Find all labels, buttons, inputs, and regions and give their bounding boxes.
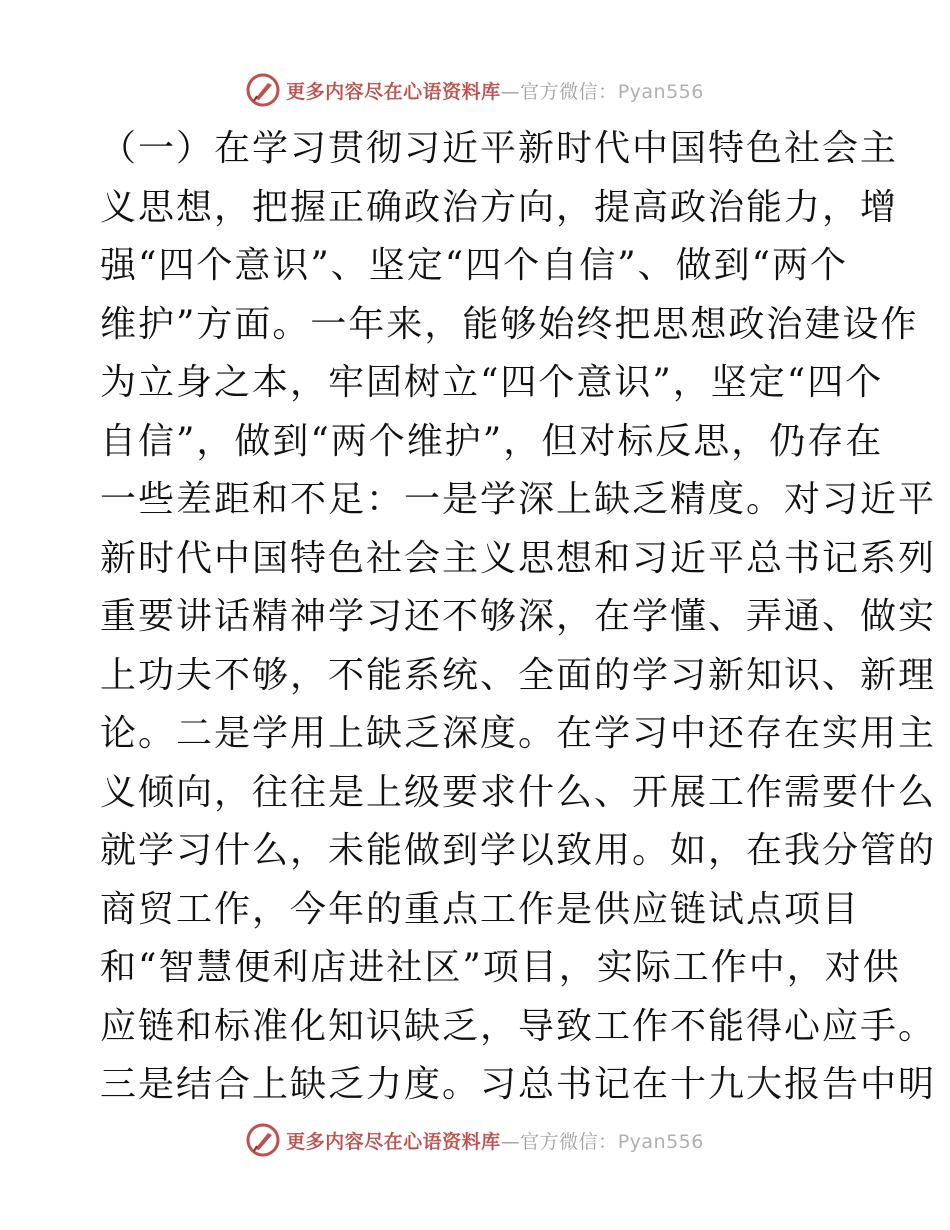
body-text-line: 自信”，做到“两个维护”，但对标反思，仍存在 [100,420,884,462]
red-quill-logo-icon [246,73,280,107]
body-text-line: 和“智慧便利店进社区”项目，实际工作中，对供 [100,947,901,988]
body-text-line: 应链和标准化知识缺乏，导致工作不能得心应手。 [100,1005,937,1047]
document-body [100,120,937,1115]
footer-banner-separator: — [500,1130,521,1153]
header-banner-separator: — [500,80,521,103]
header-banner-account: Pyan556 [617,80,704,103]
body-text-line: 一些差距和不足：一是学深上缺乏精度。对习近平 [100,479,937,520]
footer-banner-title: 更多内容尽在心语资料库 [286,1130,501,1153]
body-text-line: 商贸工作，今年的重点工作是供应链试点项目 [100,888,861,930]
body-text-line: （一）在学习贯彻习近平新时代中国特色社会主 [100,128,899,169]
body-text-line: 论。二是学用上缺乏深度。在学习中还存在实用主 [100,713,937,754]
body-text-line: 为立身之本，牢固树立“四个意识”，坚定“四个 [100,362,884,403]
body-text-line: 上功夫不够，不能系统、全面的学习新知识、新理 [100,654,937,696]
header-banner-title: 更多内容尽在心语资料库 [286,80,501,103]
body-text-line: 新时代中国特色社会主义思想和习近平总书记系列 [100,537,937,579]
header-banner-wechat-label: 官方微信： [520,80,618,103]
body-text-line: 三是结合上缺乏力度。习总书记在十九大报告中明 [100,1064,937,1105]
red-quill-logo-icon [246,1123,280,1157]
body-text-line: 义倾向，往往是上级要求什么、开展工作需要什么 [100,771,937,813]
body-text-line: 义思想，把握正确政治方向，提高政治能力，增 [100,186,899,228]
header-banner-text [286,77,704,104]
footer-banner [0,1120,950,1160]
body-text-line: 重要讲话精神学习还不够深，在学懂、弄通、做实 [100,596,937,637]
body-text-line: 强“四个意识”、坚定“四个自信”、做到“两个 [100,245,849,286]
footer-banner-account: Pyan556 [617,1130,704,1153]
body-text-line: 维护”方面。一年来，能够始终把思想政治建设作 [100,303,919,345]
footer-banner-text [286,1127,704,1154]
header-banner [0,70,950,110]
footer-banner-wechat-label: 官方微信： [520,1130,618,1153]
body-text-line: 就学习什么，未能做到学以致用。如，在我分管的 [100,830,937,871]
